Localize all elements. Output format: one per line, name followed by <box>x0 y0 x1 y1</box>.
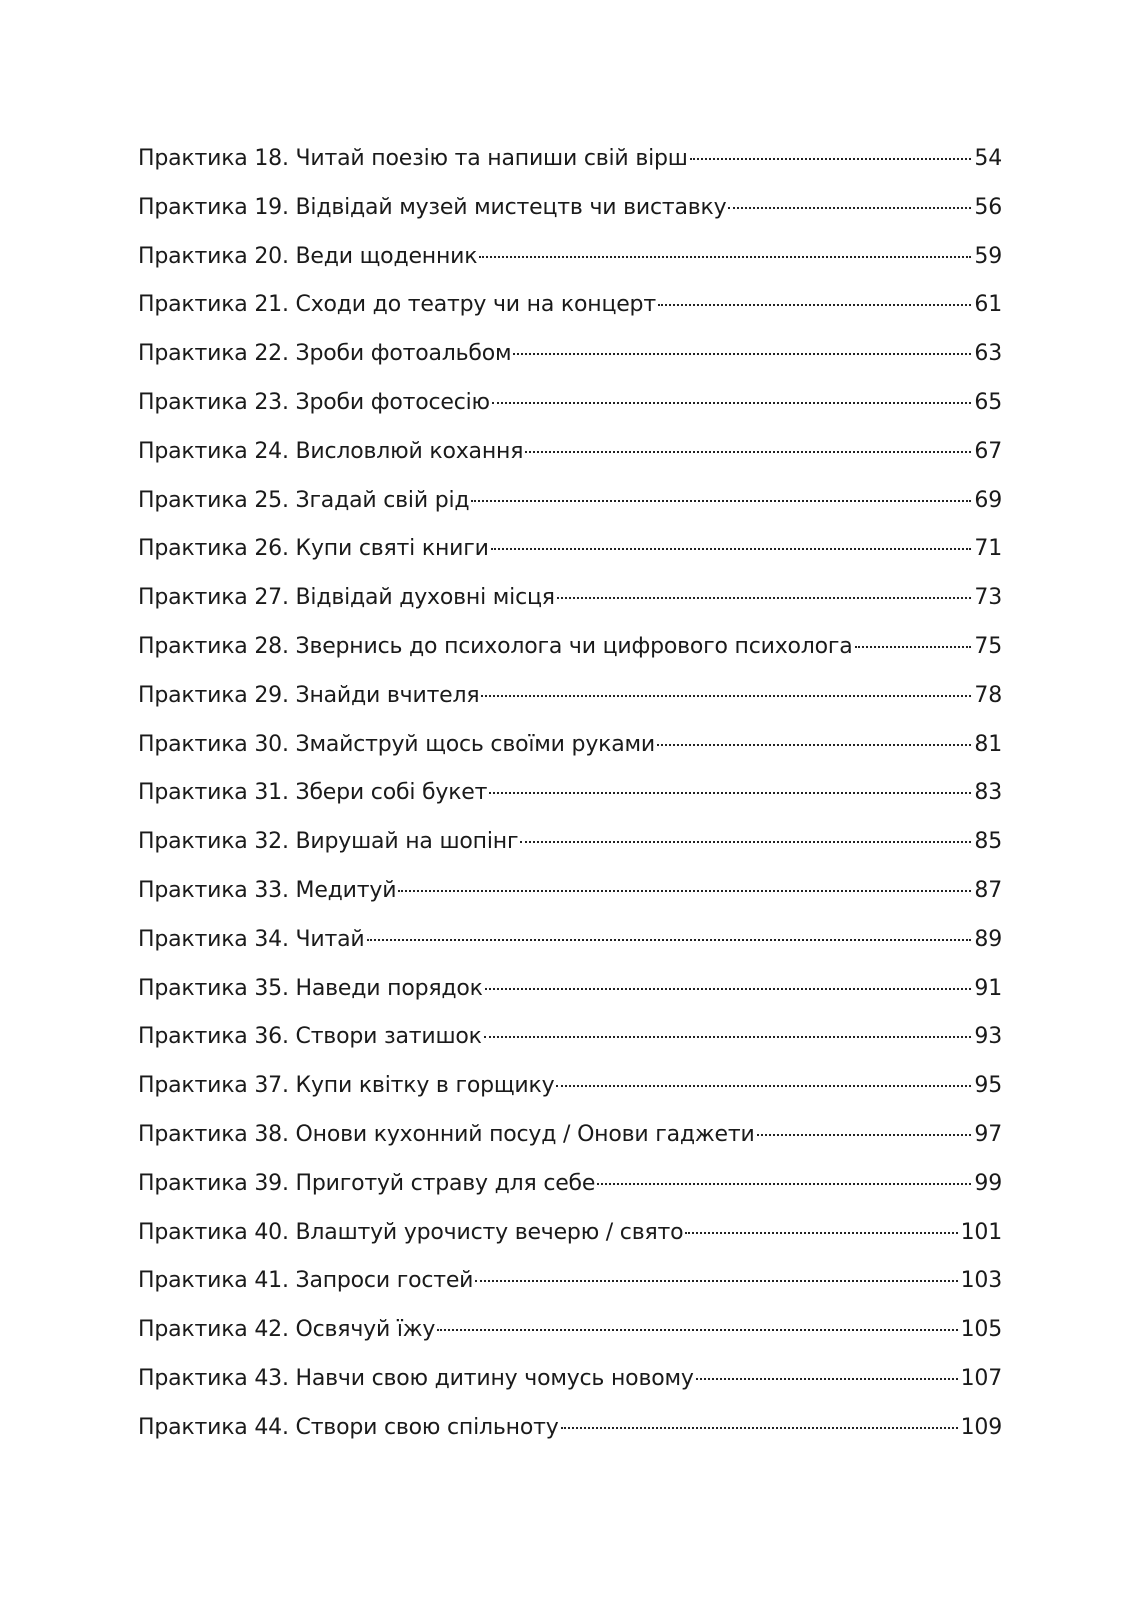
toc-entry <box>138 146 1002 195</box>
toc-entry-title: Практика 21. Сходи до театру чи на концерт <box>138 292 656 318</box>
toc-entry <box>138 390 1002 439</box>
toc-entry <box>138 732 1002 781</box>
toc-entry-title: Практика 41. Запроси гостей <box>138 1268 474 1294</box>
toc-entry-page-number: 63 <box>974 341 1002 367</box>
dot-leader <box>484 1036 972 1038</box>
toc-entry-title: Практика 40. Влаштуй урочисту вечерю / свято <box>138 1219 684 1245</box>
toc-entry-page-number: 89 <box>974 926 1002 952</box>
dot-leader <box>491 548 972 550</box>
toc-entry <box>138 878 1002 927</box>
toc-entry <box>138 1415 1002 1464</box>
toc-entry-title: Практика 24. Висловлюй кохання <box>138 438 524 464</box>
dot-leader <box>728 207 971 209</box>
dot-leader <box>685 1232 957 1234</box>
toc-entry-page-number: 95 <box>974 1073 1002 1099</box>
toc-entry-title: Практика 19. Відвідай музей мистецтв чи виставку <box>138 194 727 220</box>
toc-entry-title: Практика 20. Веди щоденник <box>138 243 478 269</box>
toc-entry <box>138 439 1002 488</box>
toc-entry-page-number: 97 <box>974 1121 1002 1147</box>
toc-entry-page-number: 81 <box>974 731 1002 757</box>
toc-entry-title: Практика 29. Знайди вчителя <box>138 682 480 708</box>
toc-entry-title: Практика 25. Згадай свій рід <box>138 487 470 513</box>
toc-entry-page-number: 99 <box>974 1170 1002 1196</box>
toc-entry-title: Практика 32. Вирушай на шопінг <box>138 829 519 855</box>
toc-entry <box>138 1317 1002 1366</box>
toc-entry-title: Практика 30. Змайструй щось своїми руками <box>138 731 656 757</box>
dot-leader <box>525 451 971 453</box>
toc-entry-page-number: 107 <box>960 1365 1002 1391</box>
toc-entry <box>138 195 1002 244</box>
toc-entry-page-number: 59 <box>974 243 1002 269</box>
dot-leader <box>520 841 971 843</box>
toc-entry-title: Практика 22. Зроби фотоальбом <box>138 341 512 367</box>
toc-entry-title: Практика 42. Освячуй їжу <box>138 1317 436 1343</box>
toc-entry <box>138 780 1002 829</box>
dot-leader <box>696 1378 958 1380</box>
toc-entry <box>138 976 1002 1025</box>
toc-entry-page-number: 78 <box>974 682 1002 708</box>
toc-entry <box>138 585 1002 634</box>
toc-entry-page-number: 85 <box>974 829 1002 855</box>
dot-leader <box>398 890 971 892</box>
toc-entry-page-number: 83 <box>974 780 1002 806</box>
dot-leader <box>481 695 971 697</box>
toc-entry <box>138 1366 1002 1415</box>
toc-entry-title: Практика 43. Навчи свою дитину чомусь новому <box>138 1365 694 1391</box>
dot-leader <box>475 1280 957 1282</box>
toc-entry <box>138 244 1002 293</box>
toc-entry-page-number: 109 <box>960 1414 1002 1440</box>
dot-leader <box>492 402 972 404</box>
toc-entry-page-number: 75 <box>974 633 1002 659</box>
toc-entry-title: Практика 28. Звернись до психолога чи цифрового психолога <box>138 633 853 659</box>
dot-leader <box>367 939 972 941</box>
toc-entry-title: Практика 36. Створи затишок <box>138 1024 482 1050</box>
dot-leader <box>479 256 971 258</box>
toc-entry <box>138 536 1002 585</box>
toc-entry-title: Практика 18. Читай поезію та напиши свій вірш <box>138 146 688 171</box>
toc-entry <box>138 341 1002 390</box>
dot-leader <box>657 744 971 746</box>
toc-entry-title: Практика 39. Приготуй страву для себе <box>138 1170 596 1196</box>
toc-entry <box>138 1122 1002 1171</box>
toc-entry-page-number: 71 <box>974 536 1002 562</box>
dot-leader <box>561 1427 958 1429</box>
toc-entry <box>138 1073 1002 1122</box>
toc-entry <box>138 1171 1002 1220</box>
toc-entry-page-number: 93 <box>974 1024 1002 1050</box>
toc-entry-page-number: 69 <box>974 487 1002 513</box>
dot-leader <box>437 1329 957 1331</box>
toc-entry <box>138 1024 1002 1073</box>
toc-entry-title: Практика 26. Купи святі книги <box>138 536 489 562</box>
toc-entry-page-number: 91 <box>974 975 1002 1001</box>
dot-leader <box>489 792 971 794</box>
toc-entry-page-number: 67 <box>974 438 1002 464</box>
toc-entry <box>138 292 1002 341</box>
toc-entry-title: Практика 38. Онови кухонний посуд / Онови гаджети <box>138 1121 755 1147</box>
toc-entry-page-number: 87 <box>974 877 1002 903</box>
toc-entry <box>138 1268 1002 1317</box>
toc-entry-title: Практика 34. Читай <box>138 926 365 952</box>
toc-entry-page-number: 103 <box>960 1268 1002 1294</box>
toc-entry-title: Практика 33. Медитуй <box>138 877 397 903</box>
dot-leader <box>757 1134 972 1136</box>
table-of-contents <box>138 146 1002 1464</box>
dot-leader <box>513 353 971 355</box>
dot-leader <box>855 646 972 648</box>
dot-leader <box>471 500 971 502</box>
toc-entry-title: Практика 27. Відвідай духовні місця <box>138 585 555 611</box>
dot-leader <box>597 1183 971 1185</box>
dot-leader <box>690 158 972 160</box>
dot-leader <box>557 597 972 599</box>
toc-entry <box>138 683 1002 732</box>
dot-leader <box>658 304 971 306</box>
toc-entry <box>138 488 1002 537</box>
toc-entry-page-number: 73 <box>974 585 1002 611</box>
toc-entry <box>138 634 1002 683</box>
toc-entry-title: Практика 23. Зроби фотосесію <box>138 389 490 415</box>
toc-entry-title: Практика 35. Наведи порядок <box>138 975 483 1001</box>
toc-entry <box>138 829 1002 878</box>
toc-entry <box>138 1220 1002 1269</box>
dot-leader <box>556 1085 971 1087</box>
toc-entry-page-number: 54 <box>974 146 1002 171</box>
toc-entry <box>138 927 1002 976</box>
dot-leader <box>485 988 972 990</box>
toc-entry-page-number: 56 <box>974 194 1002 220</box>
toc-entry-title: Практика 31. Збери собі букет <box>138 780 488 806</box>
toc-entry-title: Практика 44. Створи свою спільноту <box>138 1414 559 1440</box>
toc-entry-page-number: 105 <box>960 1317 1002 1343</box>
toc-entry-page-number: 101 <box>960 1219 1002 1245</box>
toc-entry-title: Практика 37. Купи квітку в горщику <box>138 1073 555 1099</box>
toc-entry-page-number: 65 <box>974 389 1002 415</box>
toc-entry-page-number: 61 <box>974 292 1002 318</box>
